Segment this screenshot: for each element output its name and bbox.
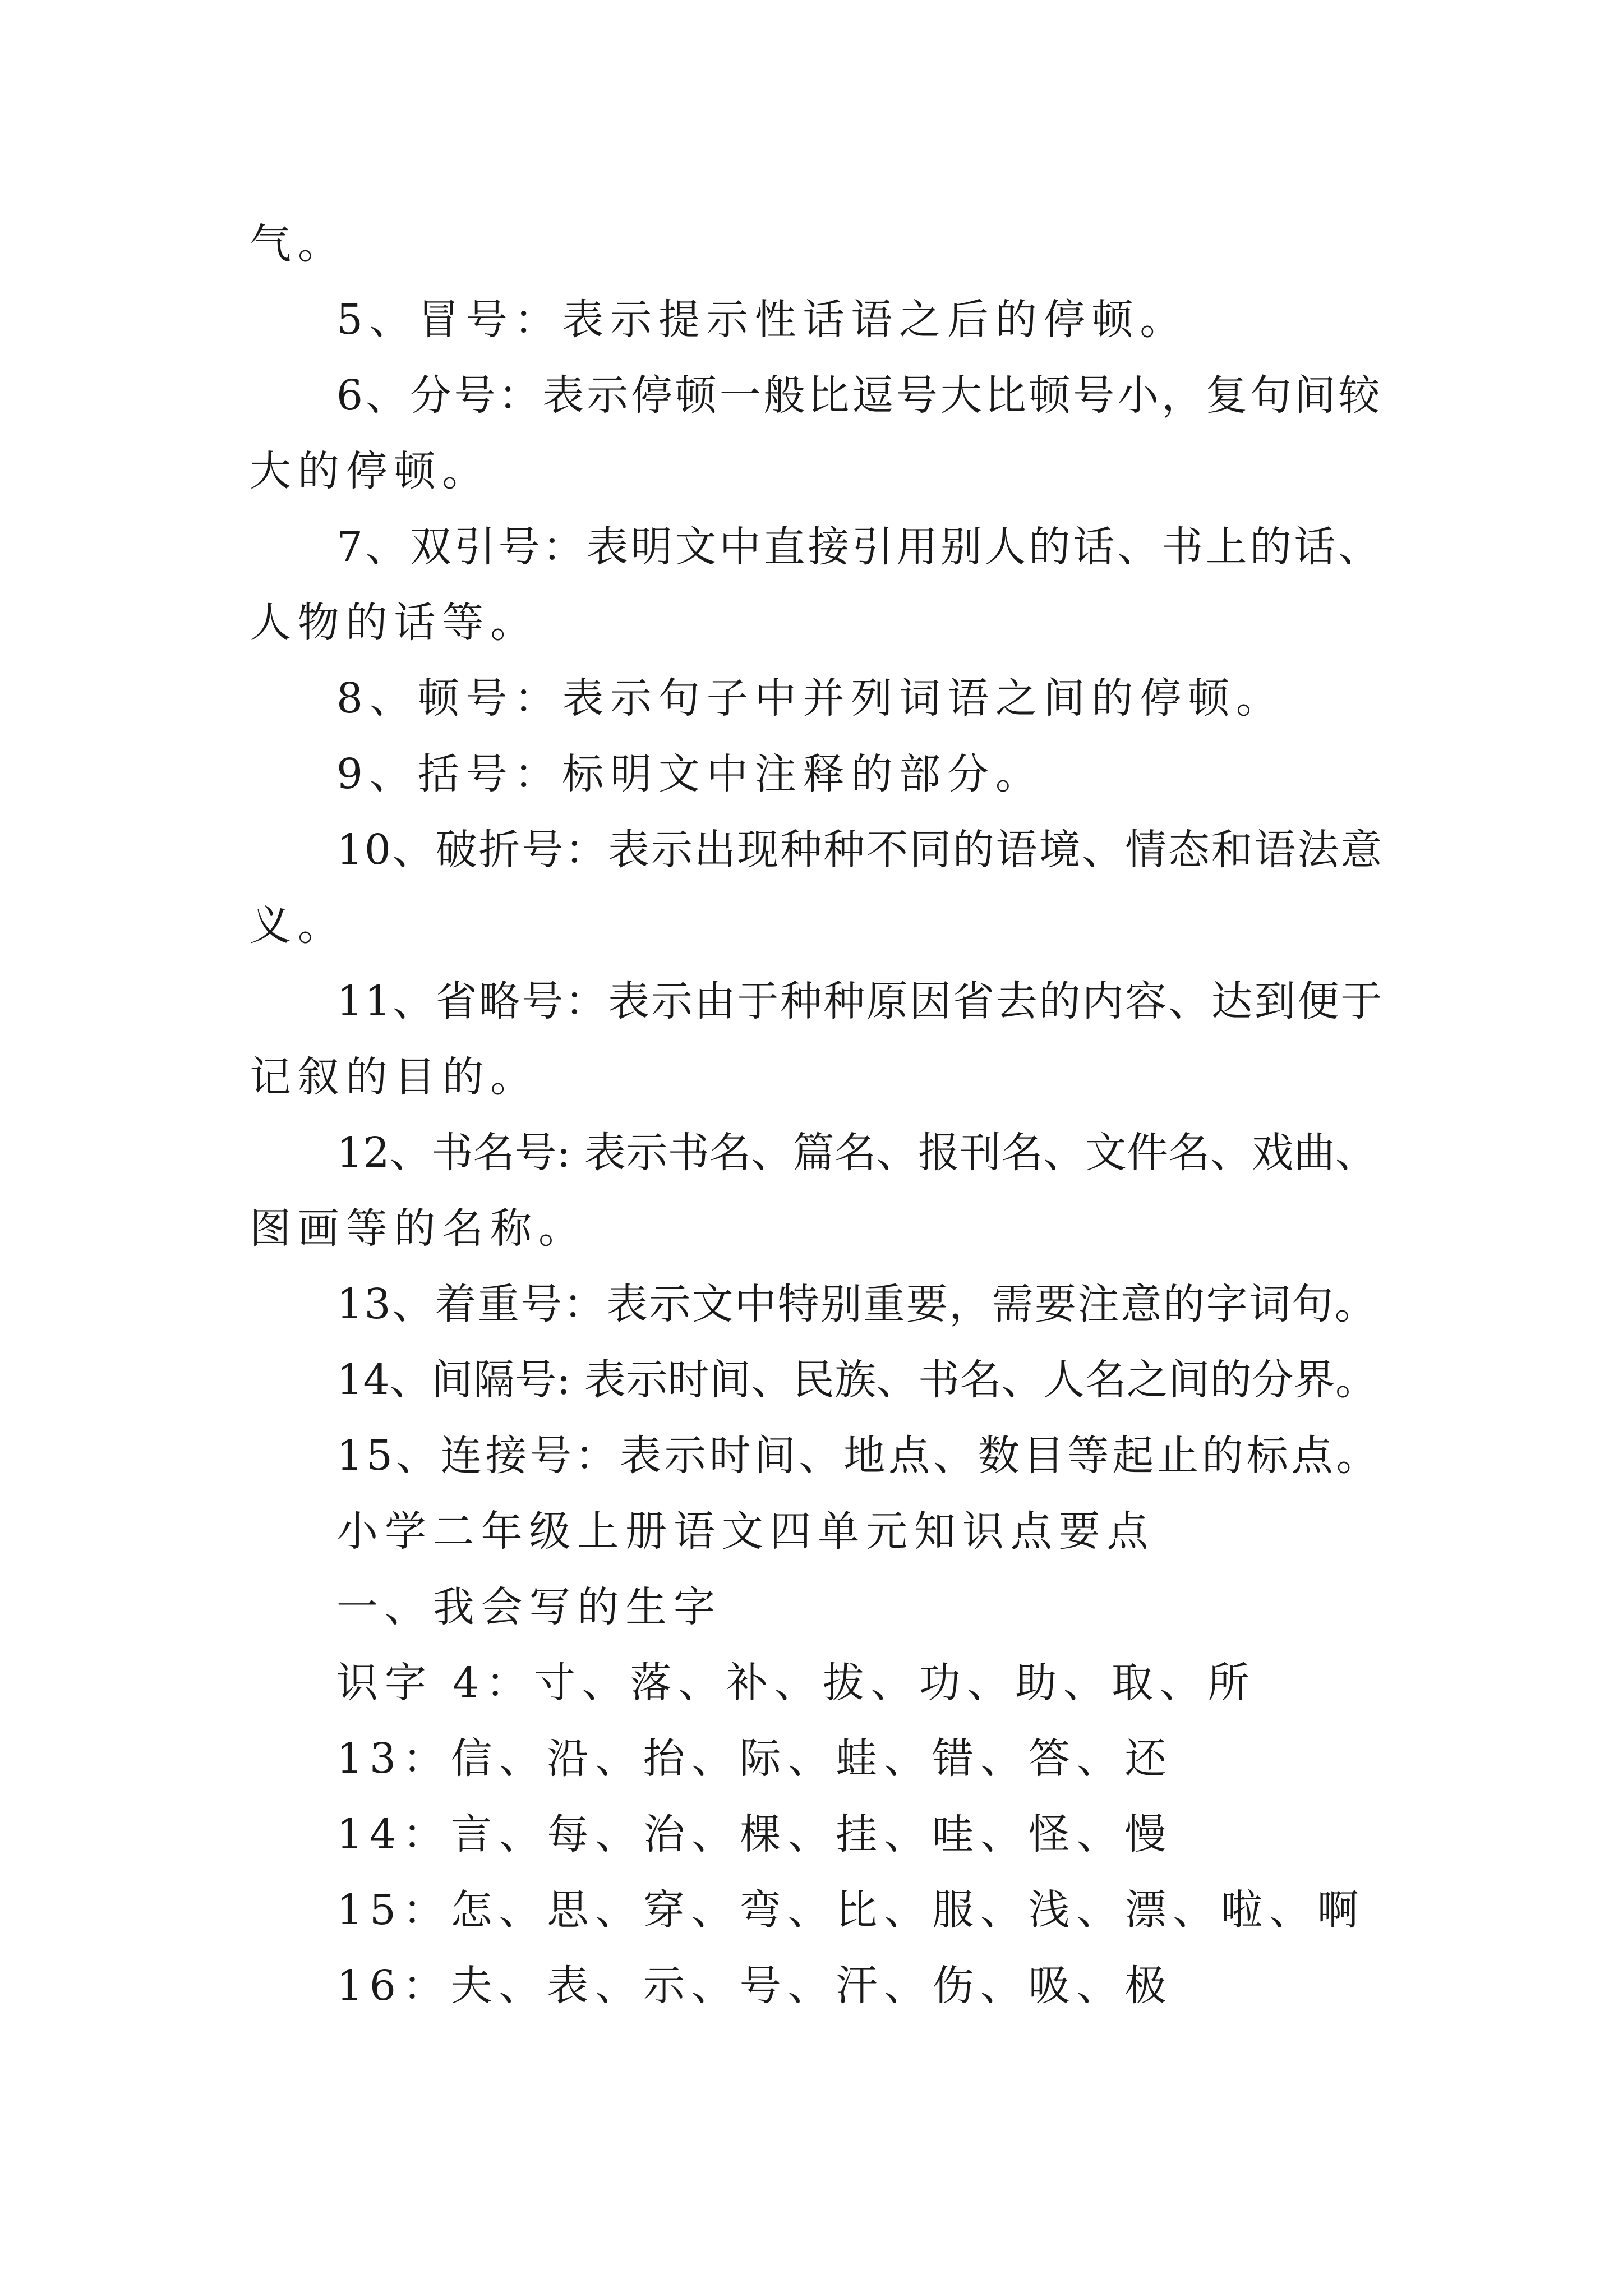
text-line: 6、分号：表示停顿一般比逗号大比顿号小，复句间较	[336, 371, 1383, 420]
text-line: 12、书名号: 表示书名、篇名、报刊名、文件名、戏曲、	[336, 1129, 1377, 1177]
text-line: 14、间隔号: 表示时间、民族、书名、人名之间的分界。	[336, 1356, 1377, 1404]
text-line: 10、破折号：表示出现种种不同的语境、情态和语法意	[336, 826, 1384, 874]
character-list-line: 识字 4：寸、落、补、拔、功、助、取、所	[336, 1659, 1256, 1707]
text-line: 气。	[250, 220, 346, 268]
text-line: 人物的话等。	[250, 599, 539, 647]
text-line: 7、双引号：表明文中直接引用别人的话、书上的话、	[336, 523, 1383, 571]
subsection-heading: 一、我会写的生字	[336, 1583, 722, 1631]
text-line: 8、顿号：表示句子中并列词语之间的停顿。	[336, 674, 1284, 723]
text-line: 11、省略号：表示由于种种原因省去的内容、达到便于	[336, 977, 1384, 1025]
text-line: 13、着重号：表示文中特别重要，需要注意的字词句。	[336, 1280, 1378, 1328]
text-line: 图画等的名称。	[250, 1204, 587, 1253]
text-line: 记叙的目的。	[250, 1053, 539, 1101]
text-line: 15、连接号：表示时间、地点、数目等起止的标点。	[336, 1432, 1381, 1480]
character-list-line: 14：言、每、治、棵、挂、哇、怪、慢	[336, 1810, 1173, 1858]
text-line: 大的停顿。	[250, 447, 491, 495]
character-list-line: 13：信、沿、抬、际、蛙、错、答、还	[336, 1734, 1173, 1783]
text-line: 义。	[250, 901, 346, 950]
character-list-line: 16：夫、表、示、号、汗、伤、吸、极	[336, 1962, 1173, 2010]
text-line: 5、冒号：表示提示性话语之后的停顿。	[336, 296, 1188, 344]
text-line: 9、括号：标明文中注释的部分。	[336, 750, 1044, 798]
section-heading: 小学二年级上册语文四单元知识点要点	[336, 1507, 1155, 1556]
character-list-line: 15：怎、思、穿、弯、比、服、浅、漂、啦、啊	[336, 1886, 1366, 1934]
